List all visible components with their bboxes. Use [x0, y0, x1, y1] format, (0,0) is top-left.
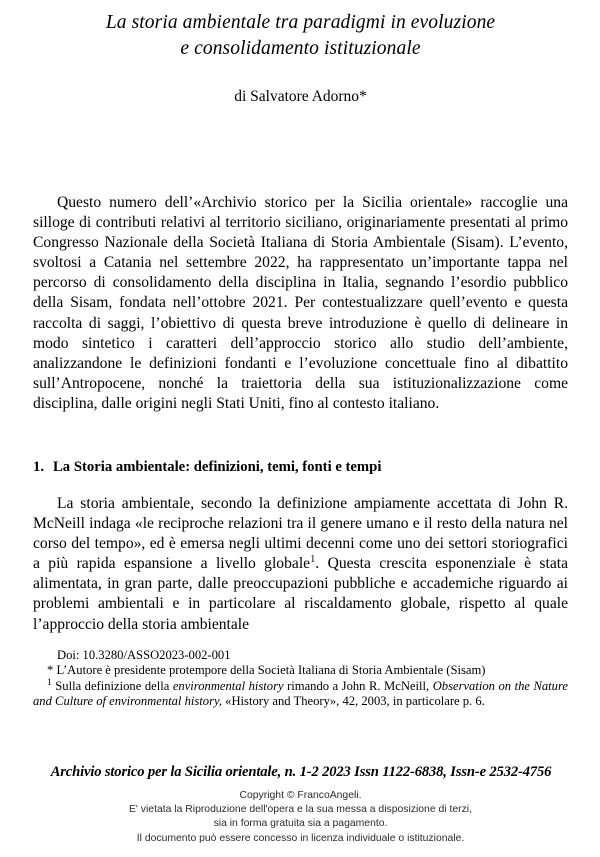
section-body	[33, 494, 568, 635]
article-author: di Salvatore Adorno*	[234, 88, 367, 105]
footnote-1-marker: 1	[47, 677, 52, 688]
footnote-1-part-1: Sulla definizione della	[55, 678, 173, 693]
copyright-line-3: sia in forma gratuita sia a pagamento.	[213, 818, 388, 830]
copyright-block	[33, 789, 568, 846]
author-note	[33, 663, 568, 678]
article-title-line-2: e consolidamento istituzionale	[180, 38, 421, 59]
section-paragraph-part-1: La storia ambientale, secondo la definizione ampiamente accettata di John R. McNeill indaga «le reciproche relazioni tra il genere umano e il resto della natura nel corso del tempo», ed è emersa negli ultimi decenni come uno dei settori storiografici a più rapida espansione a livello globale	[33, 495, 568, 573]
section-paragraph-part-2: . Questa crescita esponenziale è stata alimentata, in gran parte, dalle preoccupazioni pubbliche e accademiche riguardo ai problemi ambientali e in particolare al riscaldamento globale, rispetto al quale l’approccio della storia ambientale	[33, 555, 569, 633]
doi-line: Doi: 10.3280/ASSO2023-002-001	[57, 648, 231, 662]
section-number: 1.	[33, 459, 45, 475]
footnote-1	[33, 679, 568, 710]
section-heading-text: La Storia ambientale: definizioni, temi, fonti e tempi	[53, 459, 382, 475]
footnote-1-part-3: «History and Theory», 42, 2003, in particolare p. 6.	[222, 694, 485, 709]
footnote-1-italic-2: Observation on the Nature and Culture of environmental history,	[33, 678, 568, 709]
copyright-line-2: E' vietata la Riproduzione dell'opera e la sua messa a disposizione di terzi,	[128, 804, 472, 816]
footnote-reference-1[interactable]: 1	[310, 554, 316, 566]
section-paragraph	[33, 494, 568, 635]
copyright-line-4: Il documento può essere concesso in licenza individuale o istituzionale.	[136, 832, 465, 844]
article-title-line-1: La storia ambientale tra paradigmi in evoluzione	[105, 12, 496, 33]
footnote-1-italic-1: environmental history	[172, 678, 284, 693]
footnotes-block	[33, 648, 568, 710]
article-title	[33, 10, 568, 62]
journal-footer: Archivio storico per la Sicilia orientale, n. 1-2 2023 Issn 1122-6838, Issn-e 2532-4756	[50, 764, 552, 780]
copyright-line-1: Copyright © FrancoAngeli.	[239, 790, 362, 801]
intro-paragraph: Questo numero dell’«Archivio storico per la Sicilia orientale» raccoglie una silloge di contributi relativi al territorio siciliano, originariamente presentati al primo Congresso Nazionale della Società Italiana di Storia Ambientale (Sisam). L’evento, svoltosi a Catania nel settembre 2022, ha rappresentato un’importante tappa nel percorso di consolidamento della disciplina in Italia, segnando l’esordio pubblico della Sisam, fondata nell’ottobre 2021. Per contestualizzare quell’evento e questa raccolta di saggi, l’obiettivo di questa breve introduzione è quello di delineare in modo sintetico i caratteri dell’approccio storico allo studio dell’ambiente, analizzandone le definizioni fondanti e l’evoluzione concettuale fino al dibattito sull’Antropocene, nonché la traiettoria della sua istituzionalizzazione come disciplina, dalle origini negli Stati Uniti, fino al contesto italiano.	[33, 194, 568, 412]
author-note-marker: *	[47, 663, 54, 678]
footnote-1-part-2: rimando a John R. McNeill,	[283, 678, 433, 693]
intro-section	[33, 193, 568, 414]
section-heading	[33, 458, 568, 477]
author-note-text: L’Autore è presidente protempore della Società Italiana di Storia Ambientale (Sisam)	[56, 663, 486, 678]
